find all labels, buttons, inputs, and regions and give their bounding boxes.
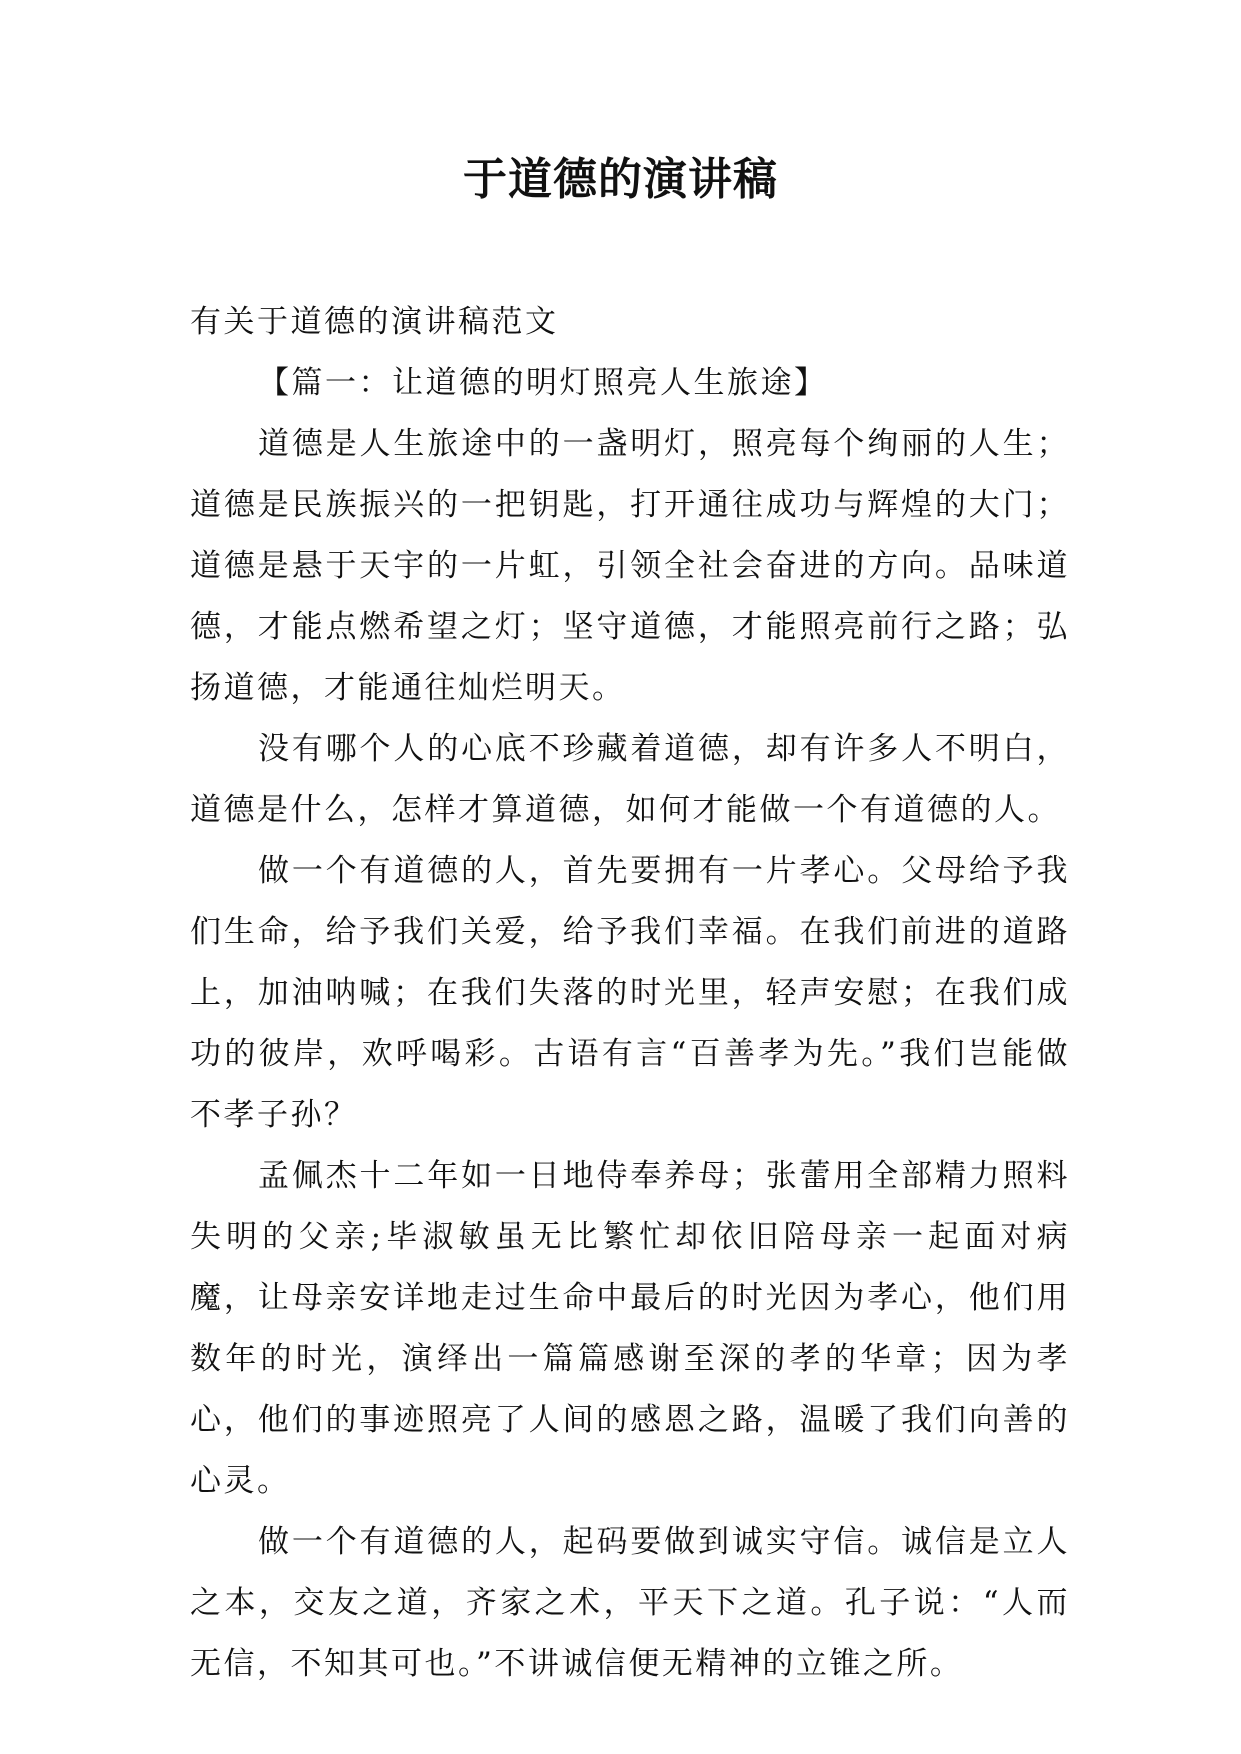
paragraph: 没有哪个人的心底不珍藏着道德，却有许多人不明白，道德是什么，怎样才算道德，如何才能做一个有道德的人。 (190, 731, 1070, 828)
paragraph: 孟佩杰十二年如一日地侍奉养母；张蕾用全部精力照料失明的父亲;毕淑敏虽无比繁忙却依旧陪母亲一起面对病魔，让母亲安详地走过生命中最后的时光因为孝心，他们用数年的时光，演绎出一篇篇感谢至深的孝的华章；因为孝心，他们的事迹照亮了人间的感恩之路，温暖了我们向善的心灵。 (190, 1158, 1070, 1499)
document-body (190, 292, 1070, 1695)
section-heading: 【篇一：让道德的明灯照亮人生旅途】 (258, 365, 828, 401)
document-title: 于道德的演讲稿 (463, 154, 778, 205)
document-subtitle: 有关于道德的演讲稿范文 (190, 304, 559, 340)
paragraph: 做一个有道德的人，首先要拥有一片孝心。父母给予我们生命，给予我们关爱，给予我们幸福。在我们前进的道路上，加油呐喊；在我们失落的时光里，轻声安慰；在我们成功的彼岸，欢呼喝彩。古语有言“百善孝为先。”我们岂能做不孝子孙？ (190, 853, 1070, 1133)
paragraph: 道德是人生旅途中的一盏明灯，照亮每个绚丽的人生；道德是民族振兴的一把钥匙，打开通往成功与辉煌的大门；道德是悬于天宇的一片虹，引领全社会奋进的方向。品味道德，才能点燃希望之灯；坚守道德，才能照亮前行之路；弘扬道德，才能通往灿烂明天。 (190, 426, 1070, 706)
paragraph: 做一个有道德的人，起码要做到诚实守信。诚信是立人之本，交友之道，齐家之术，平天下之道。孔子说：“人而无信，不知其可也。”不讲诚信便无精神的立锥之所。 (190, 1524, 1070, 1682)
